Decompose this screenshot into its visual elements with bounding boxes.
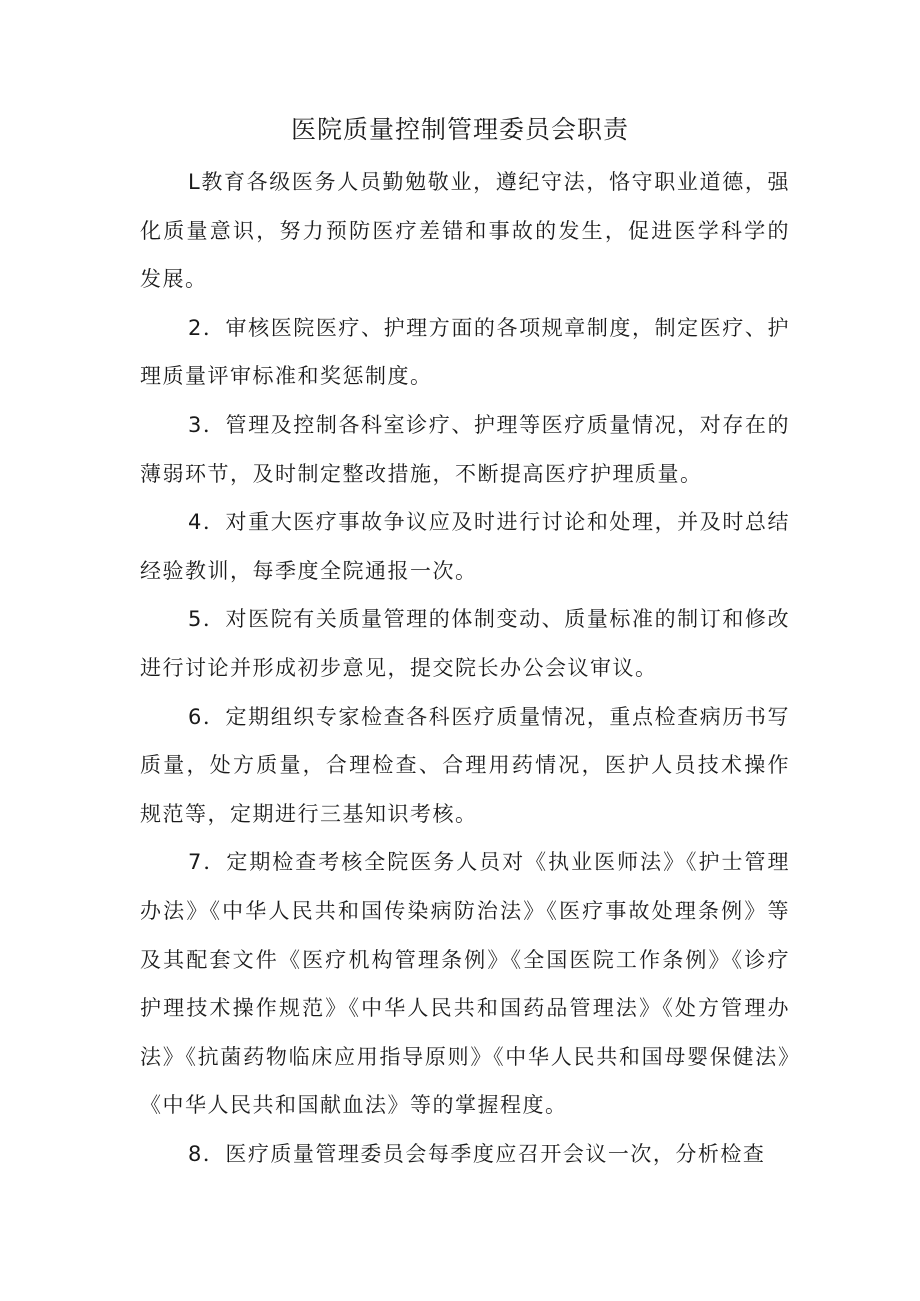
paragraph-7: 7．定期检查考核全院医务人员对《执业医师法》《护士管理办法》《中华人民共和国传染病防治法》《医疗事故处理条例》等及其配套文件《医疗机构管理条例》《全国医院工作条例》《诊疗护理技术操作规范》《中华人民共和国药品管理法》《处方管理办法》《抗菌药物临床应用指导原则》《中华人民共和国母婴保健法》《中华人民共和国献血法》等的掌握程度。 bbox=[140, 850, 790, 1118]
document-title: 医院质量控制管理委员会职责 bbox=[290, 115, 629, 144]
paragraph-1: L教育各级医务人员勤勉敬业，遵纪守法，恪守职业道德，强化质量意识，努力预防医疗差错和事故的发生，促进医学科学的发展。 bbox=[140, 170, 790, 292]
paragraph-2: 2．审核医院医疗、护理方面的各项规章制度，制定医疗、护理质量评审标准和奖惩制度。 bbox=[140, 315, 790, 389]
paragraph-8: 8．医疗质量管理委员会每季度应召开会议一次，分析检查 bbox=[188, 1141, 766, 1166]
paragraph-3: 3．管理及控制各科室诊疗、护理等医疗质量情况，对存在的薄弱环节，及时制定整改措施，不断提高医疗护理质量。 bbox=[140, 412, 790, 486]
document-body bbox=[140, 158, 790, 1178]
paragraph-4: 4．对重大医疗事故争议应及时进行讨论和处理，并及时总结经验教训，每季度全院通报一次。 bbox=[140, 510, 790, 583]
paragraph-5: 5．对医院有关质量管理的体制变动、质量标准的制订和修改进行讨论并形成初步意见，提交院长办公会议审议。 bbox=[140, 607, 790, 680]
paragraph-6: 6．定期组织专家检查各科医疗质量情况，重点检查病历书写质量，处方质量，合理检查、合理用药情况，医护人员技术操作规范等，定期进行三基知识考核。 bbox=[140, 704, 790, 826]
